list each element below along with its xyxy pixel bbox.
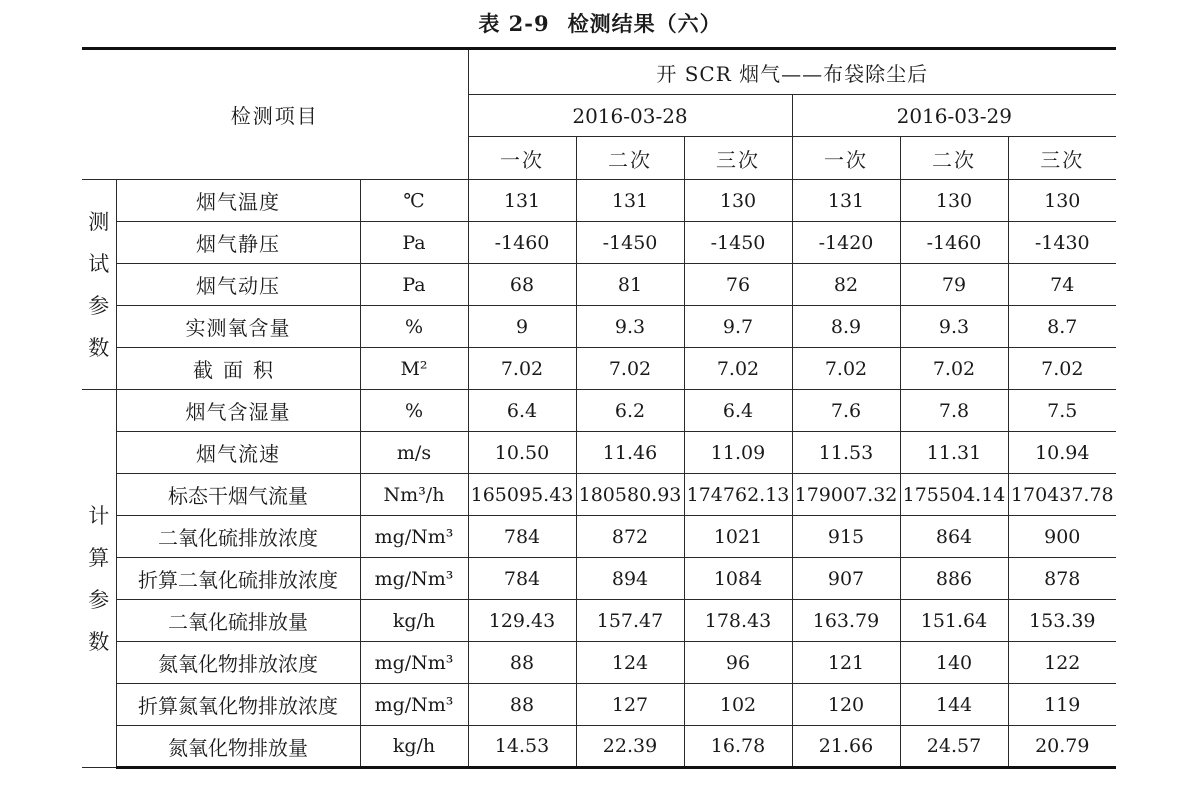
value-cell: 180580.93 [576, 474, 684, 516]
table-title: 检测结果（六） [567, 11, 722, 36]
item-name: 氮氧化物排放浓度 [116, 642, 360, 684]
value-cell: 88 [468, 642, 576, 684]
value-cell: 14.53 [468, 726, 576, 768]
header-date-1: 2016-03-28 [468, 95, 792, 137]
item-name: 二氧化硫排放量 [116, 600, 360, 642]
value-cell: 131 [468, 180, 576, 222]
value-cell: 121 [792, 642, 900, 684]
table-caption [0, 8, 1200, 38]
value-cell: 102 [684, 684, 792, 726]
value-cell: 24.57 [900, 726, 1008, 768]
value-cell: 88 [468, 684, 576, 726]
value-cell: 11.09 [684, 432, 792, 474]
header-row-condition [82, 49, 1116, 95]
value-cell: 130 [900, 180, 1008, 222]
value-cell: 784 [468, 558, 576, 600]
value-cell: 9.3 [576, 306, 684, 348]
header-run: 三次 [1008, 137, 1116, 180]
group-label [82, 180, 116, 390]
value-cell: 7.6 [792, 390, 900, 432]
item-unit: ℃ [360, 180, 468, 222]
value-cell: 170437.78 [1008, 474, 1116, 516]
value-cell: 6.2 [576, 390, 684, 432]
table-row [82, 222, 1116, 264]
table-row [82, 516, 1116, 558]
table-row [82, 600, 1116, 642]
group-label [82, 390, 116, 768]
item-unit: mg/Nm³ [360, 642, 468, 684]
value-cell: 8.7 [1008, 306, 1116, 348]
value-cell: 96 [684, 642, 792, 684]
value-cell: 81 [576, 264, 684, 306]
header-run: 二次 [576, 137, 684, 180]
value-cell: 21.66 [792, 726, 900, 768]
item-name: 标态干烟气流量 [116, 474, 360, 516]
value-cell: 11.46 [576, 432, 684, 474]
table-row [82, 390, 1116, 432]
value-cell: 140 [900, 642, 1008, 684]
value-cell: 157.47 [576, 600, 684, 642]
item-name: 折算二氧化硫排放浓度 [116, 558, 360, 600]
header-item-label: 检测项目 [82, 49, 468, 180]
value-cell: 163.79 [792, 600, 900, 642]
value-cell: 79 [900, 264, 1008, 306]
table-row [82, 432, 1116, 474]
value-cell: -1450 [684, 222, 792, 264]
item-unit: Pa [360, 222, 468, 264]
table-row [82, 642, 1116, 684]
value-cell: 9.7 [684, 306, 792, 348]
value-cell: 10.50 [468, 432, 576, 474]
table-row [82, 474, 1116, 516]
group-label-char: 试 [88, 251, 110, 276]
results-table [82, 47, 1116, 769]
value-cell: 68 [468, 264, 576, 306]
table-row [82, 180, 1116, 222]
value-cell: 7.02 [792, 348, 900, 390]
item-name: 烟气含湿量 [116, 390, 360, 432]
item-unit: Pa [360, 264, 468, 306]
value-cell: 120 [792, 684, 900, 726]
value-cell: 74 [1008, 264, 1116, 306]
value-cell: 130 [684, 180, 792, 222]
item-unit: kg/h [360, 726, 468, 768]
value-cell: 7.02 [576, 348, 684, 390]
value-cell: 178.43 [684, 600, 792, 642]
value-cell: 151.64 [900, 600, 1008, 642]
header-run: 一次 [792, 137, 900, 180]
value-cell: 900 [1008, 516, 1116, 558]
item-name: 烟气温度 [116, 180, 360, 222]
value-cell: 6.4 [468, 390, 576, 432]
item-name: 折算氮氧化物排放浓度 [116, 684, 360, 726]
value-cell: 9.3 [900, 306, 1008, 348]
item-name: 截面积 [116, 348, 360, 390]
value-cell: 784 [468, 516, 576, 558]
value-cell: 122 [1008, 642, 1116, 684]
value-cell: 175504.14 [900, 474, 1008, 516]
value-cell: 11.53 [792, 432, 900, 474]
item-unit: mg/Nm³ [360, 558, 468, 600]
group-label-char: 参 [88, 293, 110, 318]
value-cell: 7.8 [900, 390, 1008, 432]
value-cell: -1460 [900, 222, 1008, 264]
value-cell: 894 [576, 558, 684, 600]
group-label-char: 参 [88, 587, 110, 612]
value-cell: 82 [792, 264, 900, 306]
value-cell: 127 [576, 684, 684, 726]
item-unit: Nm³/h [360, 474, 468, 516]
header-run: 二次 [900, 137, 1008, 180]
item-name: 烟气静压 [116, 222, 360, 264]
item-unit: kg/h [360, 600, 468, 642]
header-date-2: 2016-03-29 [792, 95, 1116, 137]
table-row [82, 726, 1116, 768]
value-cell: 915 [792, 516, 900, 558]
value-cell: 119 [1008, 684, 1116, 726]
value-cell: 22.39 [576, 726, 684, 768]
value-cell: 9 [468, 306, 576, 348]
value-cell: 124 [576, 642, 684, 684]
item-name: 烟气流速 [116, 432, 360, 474]
value-cell: 10.94 [1008, 432, 1116, 474]
item-unit: % [360, 390, 468, 432]
value-cell: 144 [900, 684, 1008, 726]
item-name: 烟气动压 [116, 264, 360, 306]
table-row [82, 264, 1116, 306]
value-cell: 165095.43 [468, 474, 576, 516]
value-cell: 907 [792, 558, 900, 600]
item-unit: M² [360, 348, 468, 390]
group-label-char: 算 [88, 545, 110, 570]
header-condition: 开 SCR 烟气——布袋除尘后 [468, 49, 1116, 95]
group-label-char: 测 [88, 209, 110, 234]
value-cell: 7.02 [900, 348, 1008, 390]
value-cell: 179007.32 [792, 474, 900, 516]
value-cell: 6.4 [684, 390, 792, 432]
value-cell: 7.02 [684, 348, 792, 390]
value-cell: 886 [900, 558, 1008, 600]
table-number: 表 2-9 [478, 11, 550, 36]
value-cell: 864 [900, 516, 1008, 558]
table-row [82, 684, 1116, 726]
value-cell: 131 [576, 180, 684, 222]
value-cell: -1460 [468, 222, 576, 264]
results-table-body [82, 49, 1116, 768]
value-cell: 174762.13 [684, 474, 792, 516]
table-row [82, 306, 1116, 348]
value-cell: -1420 [792, 222, 900, 264]
value-cell: 20.79 [1008, 726, 1116, 768]
value-cell: 8.9 [792, 306, 900, 348]
value-cell: 7.02 [1008, 348, 1116, 390]
item-unit: % [360, 306, 468, 348]
value-cell: 872 [576, 516, 684, 558]
group-label-char: 数 [88, 335, 110, 360]
item-unit: mg/Nm³ [360, 516, 468, 558]
value-cell: 7.5 [1008, 390, 1116, 432]
header-run: 一次 [468, 137, 576, 180]
value-cell: 16.78 [684, 726, 792, 768]
value-cell: 131 [792, 180, 900, 222]
value-cell: 11.31 [900, 432, 1008, 474]
table-row [82, 348, 1116, 390]
value-cell: 1084 [684, 558, 792, 600]
item-name: 实测氧含量 [116, 306, 360, 348]
item-unit: mg/Nm³ [360, 684, 468, 726]
value-cell: -1430 [1008, 222, 1116, 264]
value-cell: 153.39 [1008, 600, 1116, 642]
value-cell: 76 [684, 264, 792, 306]
value-cell: 878 [1008, 558, 1116, 600]
header-run: 三次 [684, 137, 792, 180]
group-label-char: 数 [88, 629, 110, 654]
item-name: 二氧化硫排放浓度 [116, 516, 360, 558]
value-cell: 1021 [684, 516, 792, 558]
item-name: 氮氧化物排放量 [116, 726, 360, 768]
value-cell: 129.43 [468, 600, 576, 642]
value-cell: 130 [1008, 180, 1116, 222]
group-label-char: 计 [88, 503, 110, 528]
table-row [82, 558, 1116, 600]
value-cell: 7.02 [468, 348, 576, 390]
item-unit: m/s [360, 432, 468, 474]
value-cell: -1450 [576, 222, 684, 264]
